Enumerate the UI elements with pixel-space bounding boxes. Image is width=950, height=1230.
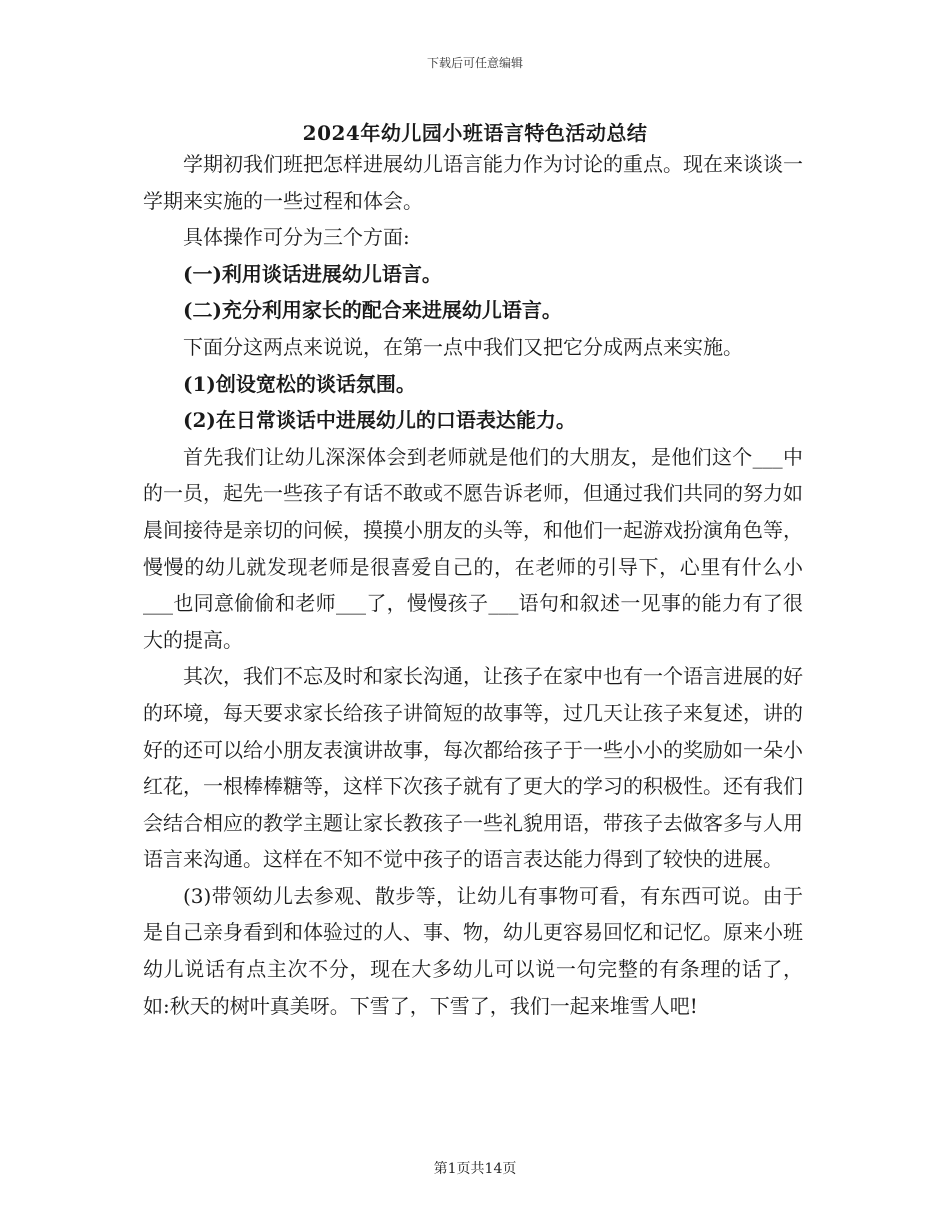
heading-section-2: (二)充分利用家长的配合来进展幼儿语言。: [183, 298, 562, 323]
heading-point-2: (2)在日常谈话中进展幼儿的口语表达能力。: [183, 408, 576, 433]
paragraph-third: (3)带领幼儿去参观、散步等，让幼儿有事物可看，有东西可说。由于是自己亲身看到和体验过的人、事、物，幼儿更容易回忆和记忆。原来小班幼儿说话有点主次不分，现在大多幼儿可以说一句完整的有条理的话了，如:秋天的树叶真美呀。下雪了，下雪了，我们一起来堆雪人吧!: [143, 883, 803, 1018]
document-title: 2024年幼儿园小班语言特色活动总结: [302, 121, 648, 145]
page-footer: 第1页共14页: [433, 1161, 517, 1177]
paragraph-first: 首先我们让幼儿深深体会到老师就是他们的大朋友，是他们这个___中的一员，起先一些孩子有话不敢或不愿告诉老师，但通过我们共同的努力如晨间接待是亲切的问候，摸摸小朋友的头等，和他们一起游戏扮演角色等，慢慢的幼儿就发现老师是很喜爱自己的，在老师的引导下，心里有什么小___也同意偷偷和老师___了，慢慢孩子___语句和叙述一见事的能力有了很大的提高。: [143, 444, 803, 652]
paragraph-aspects: 具体操作可分为三个方面:: [183, 225, 410, 250]
paragraph-two-points: 下面分这两点来说说，在第一点中我们又把它分成两点来实施。: [183, 334, 743, 359]
heading-section-1: (一)利用谈话进展幼儿语言。: [183, 261, 442, 286]
paragraph-second: 其次，我们不忘及时和家长沟通，让孩子在家中也有一个语言进展的好的环境，每天要求家长给孩子讲简短的故事等，过几天让孩子来复述，讲的好的还可以给小朋友表演讲故事，每次都给孩子于一些小小的奖励如一朵小红花，一根棒棒糖等，这样下次孩子就有了更大的学习的积极性。还有我们会结合相应的教学主题让家长教孩子一些礼貌用语，带孩子去做客多与人用语言来沟通。这样在不知不觉中孩子的语言表达能力得到了较快的进展。: [143, 664, 803, 872]
heading-point-1: (1)创设宽松的谈话氛围。: [183, 371, 416, 396]
paragraph-intro: 学期初我们班把怎样进展幼儿语言能力作为讨论的重点。现在来谈谈一学期来实施的一些过程和体会。: [143, 152, 803, 213]
header-note: 下载后可任意编辑: [426, 56, 523, 70]
document-body: [143, 146, 803, 1024]
